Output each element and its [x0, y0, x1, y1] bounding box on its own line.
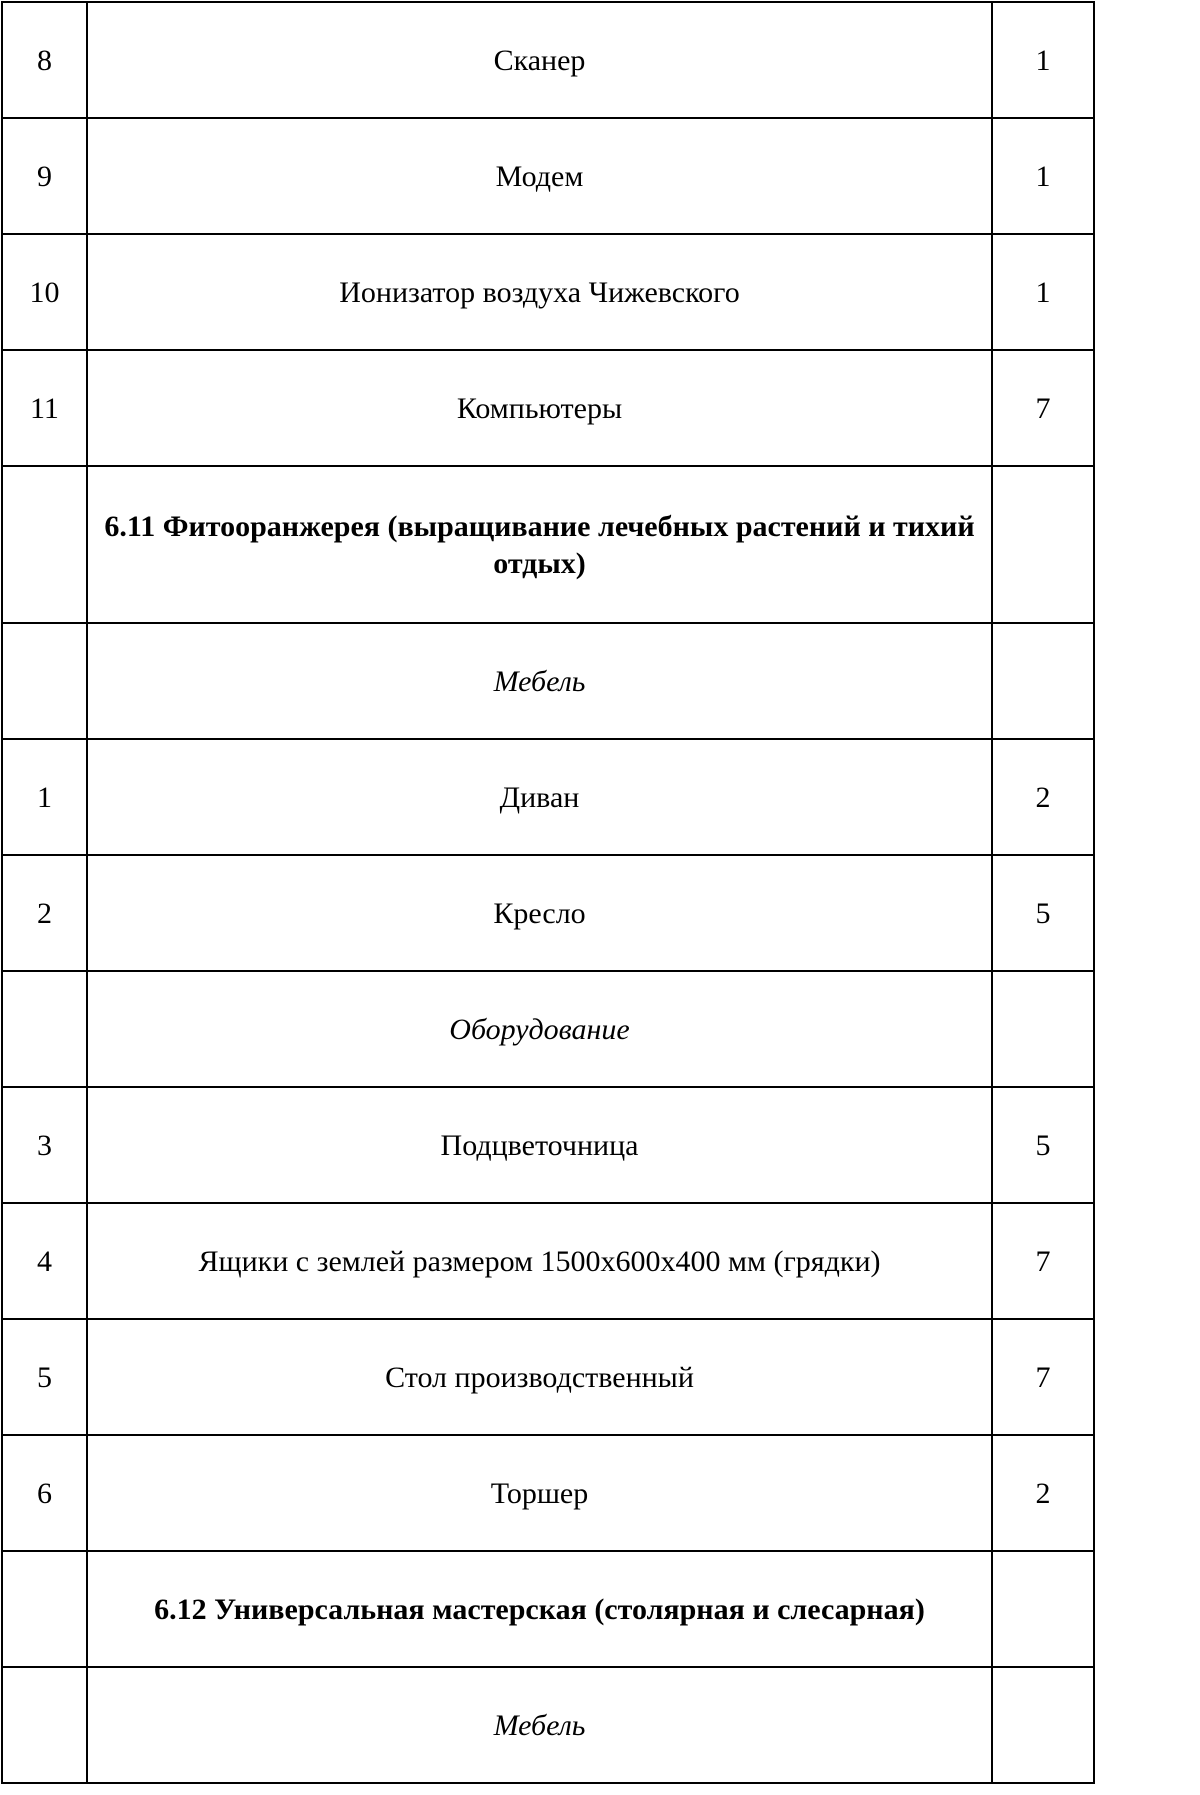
section-heading: 6.11 Фитооранжерея (выращивание лечебных растений и тихий отдых)	[87, 466, 992, 623]
table-row	[2, 1087, 1094, 1203]
item-quantity: 1	[992, 234, 1094, 350]
row-number: 8	[2, 2, 87, 118]
item-name: Диван	[87, 739, 992, 855]
row-number	[2, 623, 87, 739]
section-heading-row	[2, 1551, 1094, 1667]
item-name: Подцветочница	[87, 1087, 992, 1203]
row-number	[2, 1667, 87, 1783]
item-quantity: 7	[992, 350, 1094, 466]
item-name: Модем	[87, 118, 992, 234]
row-number: 9	[2, 118, 87, 234]
row-number: 2	[2, 855, 87, 971]
item-quantity: 7	[992, 1203, 1094, 1319]
row-number: 5	[2, 1319, 87, 1435]
item-quantity: 1	[992, 118, 1094, 234]
subsection-row	[2, 971, 1094, 1087]
item-quantity	[992, 623, 1094, 739]
table-row	[2, 739, 1094, 855]
item-quantity: 2	[992, 1435, 1094, 1551]
table-row	[2, 234, 1094, 350]
row-number: 3	[2, 1087, 87, 1203]
item-quantity: 7	[992, 1319, 1094, 1435]
item-quantity: 2	[992, 739, 1094, 855]
item-quantity: 5	[992, 855, 1094, 971]
item-quantity: 5	[992, 1087, 1094, 1203]
table-row	[2, 1319, 1094, 1435]
row-number: 10	[2, 234, 87, 350]
item-name: Компьютеры	[87, 350, 992, 466]
item-quantity	[992, 971, 1094, 1087]
row-number: 4	[2, 1203, 87, 1319]
table-row	[2, 1203, 1094, 1319]
item-quantity	[992, 1667, 1094, 1783]
table-row	[2, 2, 1094, 118]
item-quantity	[992, 466, 1094, 623]
row-number: 6	[2, 1435, 87, 1551]
equipment-table	[1, 1, 1095, 1784]
table-row	[2, 855, 1094, 971]
row-number: 1	[2, 739, 87, 855]
subsection-row	[2, 1667, 1094, 1783]
table-row	[2, 118, 1094, 234]
subsection-label: Оборудование	[87, 971, 992, 1087]
item-name: Стол производственный	[87, 1319, 992, 1435]
section-heading: 6.12 Универсальная мастерская (столярная и слесарная)	[87, 1551, 992, 1667]
item-name: Кресло	[87, 855, 992, 971]
subsection-row	[2, 623, 1094, 739]
row-number	[2, 1551, 87, 1667]
row-number	[2, 466, 87, 623]
table-row	[2, 1435, 1094, 1551]
row-number	[2, 971, 87, 1087]
subsection-label: Мебель	[87, 1667, 992, 1783]
table-row	[2, 350, 1094, 466]
item-name: Сканер	[87, 2, 992, 118]
row-number: 11	[2, 350, 87, 466]
item-quantity	[992, 1551, 1094, 1667]
item-quantity: 1	[992, 2, 1094, 118]
section-heading-row	[2, 466, 1094, 623]
item-name: Торшер	[87, 1435, 992, 1551]
item-name: Ящики с землей размером 1500х600х400 мм (грядки)	[87, 1203, 992, 1319]
subsection-label: Мебель	[87, 623, 992, 739]
item-name: Ионизатор воздуха Чижевского	[87, 234, 992, 350]
